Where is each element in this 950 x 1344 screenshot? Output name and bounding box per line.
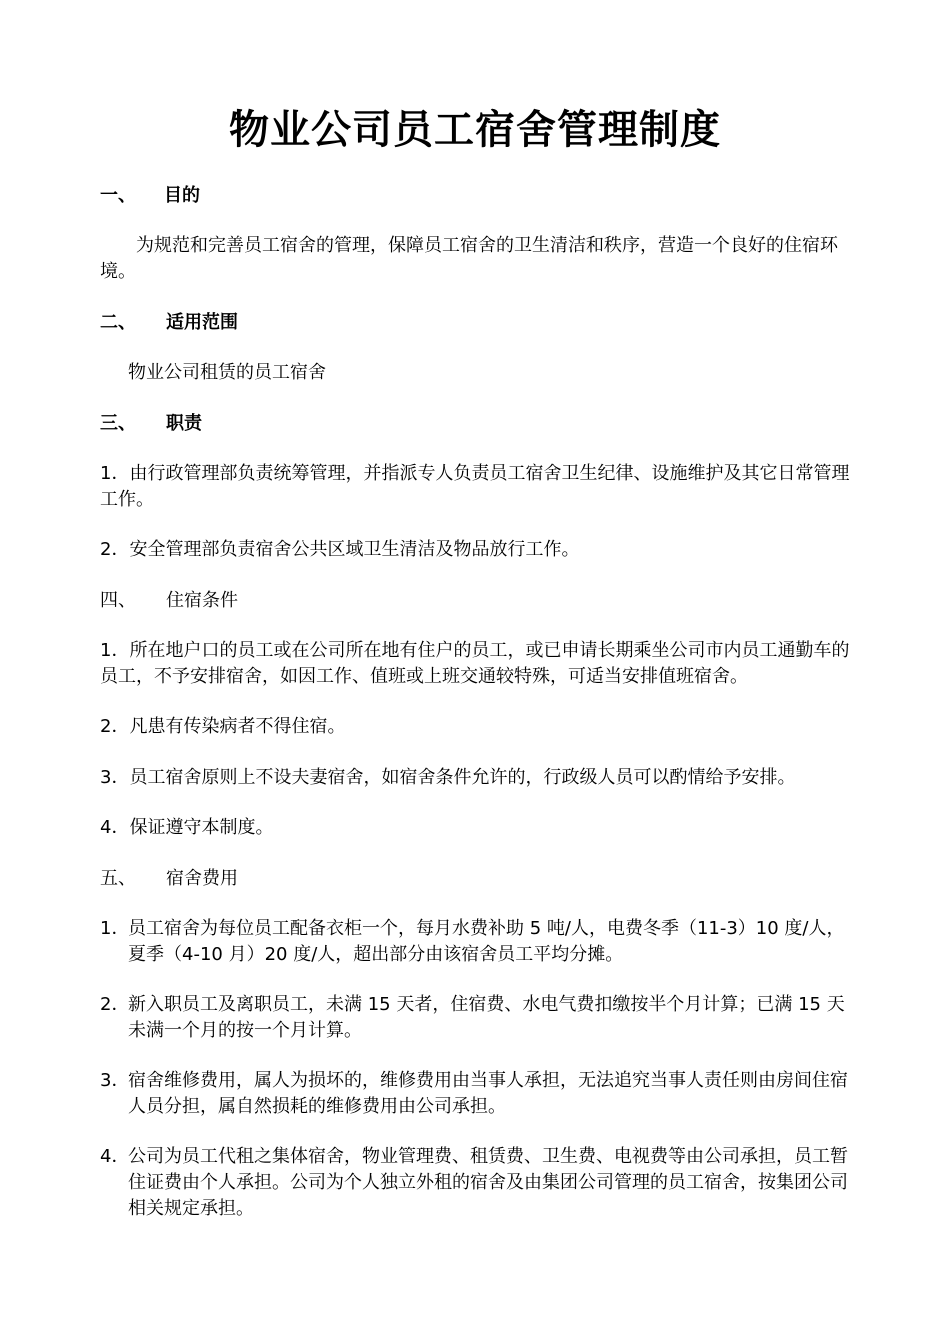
section-number: 三、	[100, 413, 136, 434]
list-item-text: 员工宿舍为每位员工配备衣柜一个，每月水费补助 5 吨/人，电费冬季（11-3）10 度/人，夏季（4-10 月）20 度/人，超出部分由该宿舍员工平均分摊。	[128, 918, 845, 965]
list-item: 4．保证遵守本制度。	[100, 817, 274, 838]
section-paragraph-2: 物业公司租赁的员工宿舍	[128, 362, 326, 383]
list-item-text: 宿舍维修费用，属人为损坏的，维修费用由当事人承担，无法追究当事人责任则由房间住宿人员分担，属自然损耗的维修费用由公司承担。	[128, 1070, 848, 1117]
document-title: 物业公司员工宿舍管理制度	[229, 107, 721, 153]
list-item: 1．所在地户口的员工或在公司所在地有住户的员工，或已申请长期乘坐公司市内员工通勤车的员工，不予安排宿舍，如因工作、值班或上班交通较特殊，可适当安排值班宿舍。	[100, 640, 850, 687]
list-item-text: 公司为员工代租之集体宿舍，物业管理费、租赁费、卫生费、电视费等由公司承担，员工暂住证费由个人承担。公司为个人独立外租的宿舍及由集团公司管理的员工宿舍，按集团公司相关规定承担。	[128, 1146, 848, 1219]
section-heading-5	[100, 866, 860, 892]
list-item	[100, 1068, 852, 1120]
list-item: 1．由行政管理部负责统筹管理，并指派专人负责员工宿舍卫生纪律、设施维护及其它日常管理工作。	[100, 463, 850, 510]
list-item	[100, 916, 852, 968]
section-heading-4	[100, 588, 860, 614]
list-item-number: 2．	[100, 994, 130, 1015]
section-heading-2	[100, 310, 860, 336]
list-item	[100, 1144, 852, 1222]
section-number: 四、	[100, 590, 136, 611]
section-title: 住宿条件	[166, 590, 238, 611]
section-title: 职责	[166, 413, 202, 434]
section-title: 目的	[164, 185, 200, 206]
list-item	[100, 992, 852, 1044]
section-paragraph-1: 为规范和完善员工宿舍的管理，保障员工宿舍的卫生清洁和秩序，营造一个良好的住宿环境。	[100, 235, 838, 282]
section-title: 适用范围	[166, 312, 238, 333]
section-heading-3	[100, 411, 860, 437]
section-title: 宿舍费用	[166, 868, 238, 889]
list-item: 2．凡患有传染病者不得住宿。	[100, 716, 346, 737]
section-heading-1	[100, 183, 860, 209]
section-number: 五、	[100, 868, 136, 889]
list-item: 2．安全管理部负责宿舍公共区域卫生清洁及物品放行工作。	[100, 539, 580, 560]
section-number: 一、	[100, 185, 136, 206]
list-item-number: 4．	[100, 1146, 130, 1167]
list-item-text: 新入职员工及离职员工，未满 15 天者，住宿费、水电气费扣缴按半个月计算；已满 15 天未满一个月的按一个月计算。	[128, 994, 845, 1041]
list-item: 3．员工宿舍原则上不设夫妻宿舍，如宿舍条件允许的，行政级人员可以酌情给予安排。	[100, 767, 796, 788]
section-number: 二、	[100, 312, 136, 333]
list-item-number: 1．	[100, 918, 130, 939]
list-item-number: 3．	[100, 1070, 130, 1091]
